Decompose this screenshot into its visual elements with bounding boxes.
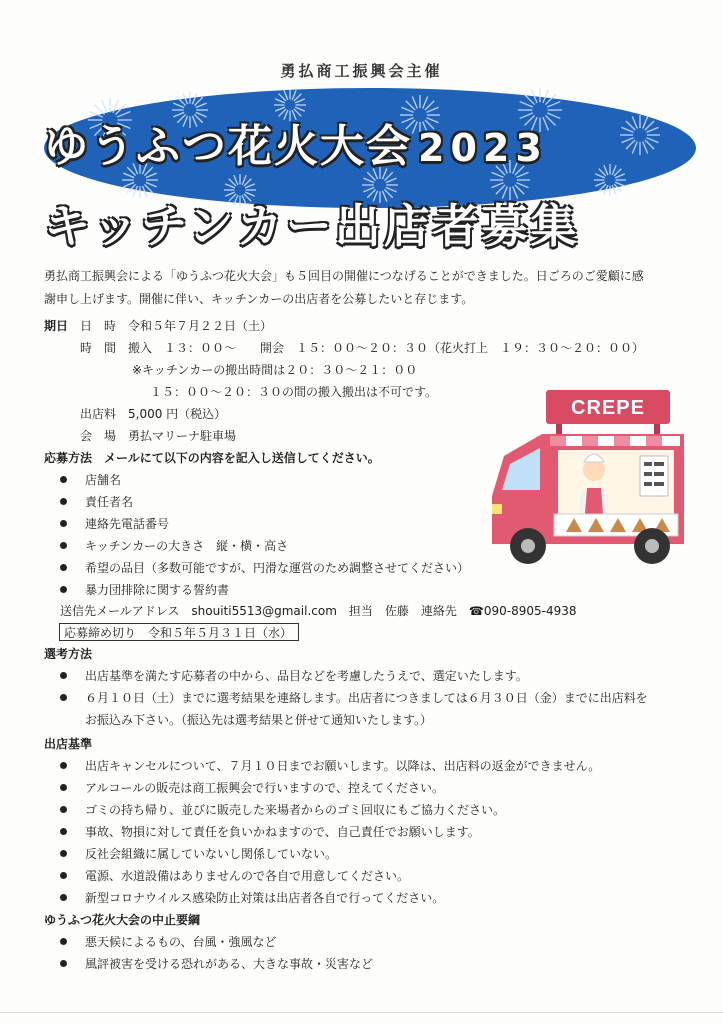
event-title-text: ゆうふつ花火大会 xyxy=(44,121,412,172)
schedule-fee: 出店料 5,000 円（税込） xyxy=(80,407,227,421)
list-item: 暴力団排除に関する誓約書 xyxy=(60,582,229,598)
criteria-heading: 出店基準 xyxy=(44,737,93,751)
recruitment-title: キッチンカー出店者募集 xyxy=(44,199,580,253)
schedule-note-2: １５：００～２０：３０の間の搬入搬出は不可です。 xyxy=(150,385,438,399)
bullet-icon xyxy=(60,542,67,549)
bullet-icon xyxy=(60,828,67,835)
contact-info: 送信先メールアドレス shouiti5513@gmail.com 担当 佐藤 連絡先 ☎090-8905-4938 xyxy=(60,604,577,618)
list-item: 店舗名 xyxy=(60,472,121,488)
bullet-icon xyxy=(60,564,67,571)
intro-line-2: 謝申し上げます。開催に伴い、キッチンカーの出店者を公募したいと存じます。 xyxy=(44,292,474,306)
list-item: ６月１０日（土）までに選考結果を連絡します。出店者につきましては６月３０日（金）までに出店料を xyxy=(60,690,648,706)
selection-continuation: お振込み下さい。（振込先は選考結果と併せて通知いたします。） xyxy=(85,713,433,727)
bullet-icon xyxy=(60,476,67,483)
bullet-icon xyxy=(60,806,67,813)
list-item: 希望の品目（多数可能ですが、円滑な運営のため調整させてください） xyxy=(60,560,469,576)
list-item: 新型コロナウイルス感染防止対策は出店者各自で行ってください。 xyxy=(60,890,444,906)
list-item: 悪天候によるもの、台風・強風など xyxy=(60,934,277,950)
schedule-venue: 会 場 勇払マリーナ駐車場 xyxy=(80,429,237,443)
selection-heading: 選考方法 xyxy=(44,647,93,661)
crepe-truck-illustration xyxy=(484,386,694,571)
schedule-date: 日 時 令和５年７月２２日（土） xyxy=(80,319,273,333)
bullet-icon xyxy=(60,850,67,857)
deadline-box: 応募締め切り 令和５年５月３１日（水） xyxy=(59,623,299,641)
list-item: 連絡先電話番号 xyxy=(60,516,169,532)
truck-sign-text: CREPE xyxy=(571,397,645,419)
list-item: 責任者名 xyxy=(60,494,133,510)
bullet-icon xyxy=(60,694,67,701)
bullet-icon xyxy=(60,960,67,967)
list-item: 風評被害を受ける恐れがある、大きな事故・災害など xyxy=(60,956,373,972)
list-item: 事故、物損に対して責任を負いかねますので、自己責任でお願いします。 xyxy=(60,824,480,840)
schedule-label: 期日 xyxy=(44,319,69,333)
cancellation-heading: ゆうふつ花火大会の中止要綱 xyxy=(44,913,201,927)
intro-line-1: 勇払商工振興会による「ゆうふつ花火大会」も５回目の開催につなげることができました。日ごろのご愛顧に感 xyxy=(44,269,644,283)
list-item: キッチンカーの大きさ 縦・横・高さ xyxy=(60,538,288,554)
bullet-icon xyxy=(60,894,67,901)
bullet-icon xyxy=(60,938,67,945)
schedule-time: 時 間 搬入 １３：００～ 開会 １５：００～２０：３０（花火打上 １９：３０～２０：００） xyxy=(80,341,645,355)
bullet-icon xyxy=(60,520,67,527)
application-heading: 応募方法 メールにて以下の内容を記入し送信してください。 xyxy=(44,451,380,465)
list-item: ゴミの持ち帰り、並びに販売した来場者からのゴミ回収にもご協力ください。 xyxy=(60,802,505,818)
bullet-icon xyxy=(60,586,67,593)
list-item: 反社会組織に属していないし関係していない。 xyxy=(60,846,337,862)
list-item: 電源、水道設備はありませんので各自で用意してください。 xyxy=(60,868,409,884)
page-bottom-edge xyxy=(0,1012,723,1013)
bullet-icon xyxy=(60,762,67,769)
bullet-icon xyxy=(60,872,67,879)
bullet-icon xyxy=(60,498,67,505)
organizer-label: 勇払商工振興会主催 xyxy=(280,62,443,80)
bullet-icon xyxy=(60,672,67,679)
event-title xyxy=(44,110,548,174)
list-item: 出店基準を満たす応募者の中から、品目などを考慮したうえで、選定いたします。 xyxy=(60,668,528,684)
list-item: 出店キャンセルについて、７月１０日までお願いします。以降は、出店料の返金ができません。 xyxy=(60,758,600,774)
bullet-icon xyxy=(60,784,67,791)
schedule-note-1: ※キッチンカーの搬出時間は２０：３０～２１：００ xyxy=(132,363,418,377)
list-item: アルコールの販売は商工振興会で行いますので、控えてください。 xyxy=(60,780,444,796)
event-year: 2023 xyxy=(418,126,548,170)
